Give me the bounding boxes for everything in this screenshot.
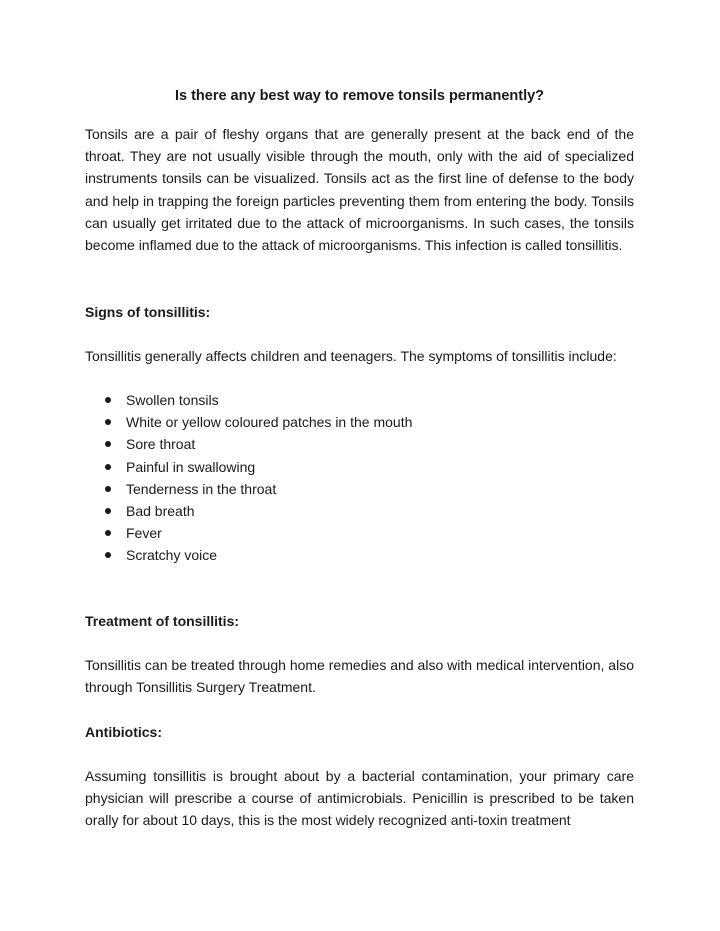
list-item — [85, 544, 412, 566]
bullet-icon — [105, 508, 111, 514]
list-item — [85, 411, 412, 433]
intro-paragraph: Tonsils are a pair of fleshy organs that are generally present at the back end of the throat. They are not usually visible through the mouth, only with the aid of specialized instruments tonsils can be visualized. Tonsils act as the first line of defense to the body and help in trapping the foreign particles preventing them from entering the body. Tonsils can usually get irritated due to the attack of microorganisms. In such cases, the tonsils become inflamed due to the attack of microorganisms. This infection is called tonsillitis. — [85, 126, 634, 254]
antibiotics-paragraph: Assuming tonsillitis is brought about by a bacterial contamination, your primary care physician will prescribe a course of antimicrobials. Penicillin is prescribed to be taken orally for about 10 days, this is the most widely recognized anti-toxin treatment — [85, 768, 634, 829]
bullet-icon — [105, 552, 111, 558]
symptoms-list — [85, 389, 412, 567]
bullet-icon — [105, 419, 111, 425]
antibiotics-heading: Antibiotics: — [85, 724, 162, 740]
list-item — [85, 433, 412, 455]
bullet-icon — [105, 464, 111, 470]
symptom-text: Painful in swallowing — [126, 458, 256, 475]
bullet-icon — [105, 486, 111, 492]
symptom-text: White or yellow coloured patches in the mouth — [126, 414, 413, 431]
list-item — [85, 500, 412, 522]
list-item — [85, 522, 412, 544]
list-item — [85, 389, 412, 411]
bullet-icon — [105, 530, 111, 536]
symptom-text: Scratchy voice — [126, 547, 218, 564]
treatment-paragraph: Tonsillitis can be treated through home remedies and also with medical intervention, also through Tonsillitis Surgery Treatment. — [85, 657, 634, 696]
symptom-text: Tenderness in the throat — [126, 480, 277, 497]
symptom-text: Sore throat — [126, 436, 196, 453]
treatment-heading: Treatment of tonsillitis: — [85, 613, 240, 629]
symptom-text: Bad breath — [126, 502, 195, 519]
bullet-icon — [105, 441, 111, 447]
symptom-text: Fever — [126, 525, 162, 542]
list-item — [85, 456, 412, 478]
symptom-text: Swollen tonsils — [126, 392, 219, 408]
bullet-icon — [105, 397, 111, 403]
list-item — [85, 478, 412, 500]
signs-intro-paragraph: Tonsillitis generally affects children and teenagers. The symptoms of tonsillitis include: — [85, 348, 617, 364]
signs-heading: Signs of tonsillitis: — [85, 304, 211, 320]
page-title: Is there any best way to remove tonsils permanently? — [174, 88, 545, 104]
